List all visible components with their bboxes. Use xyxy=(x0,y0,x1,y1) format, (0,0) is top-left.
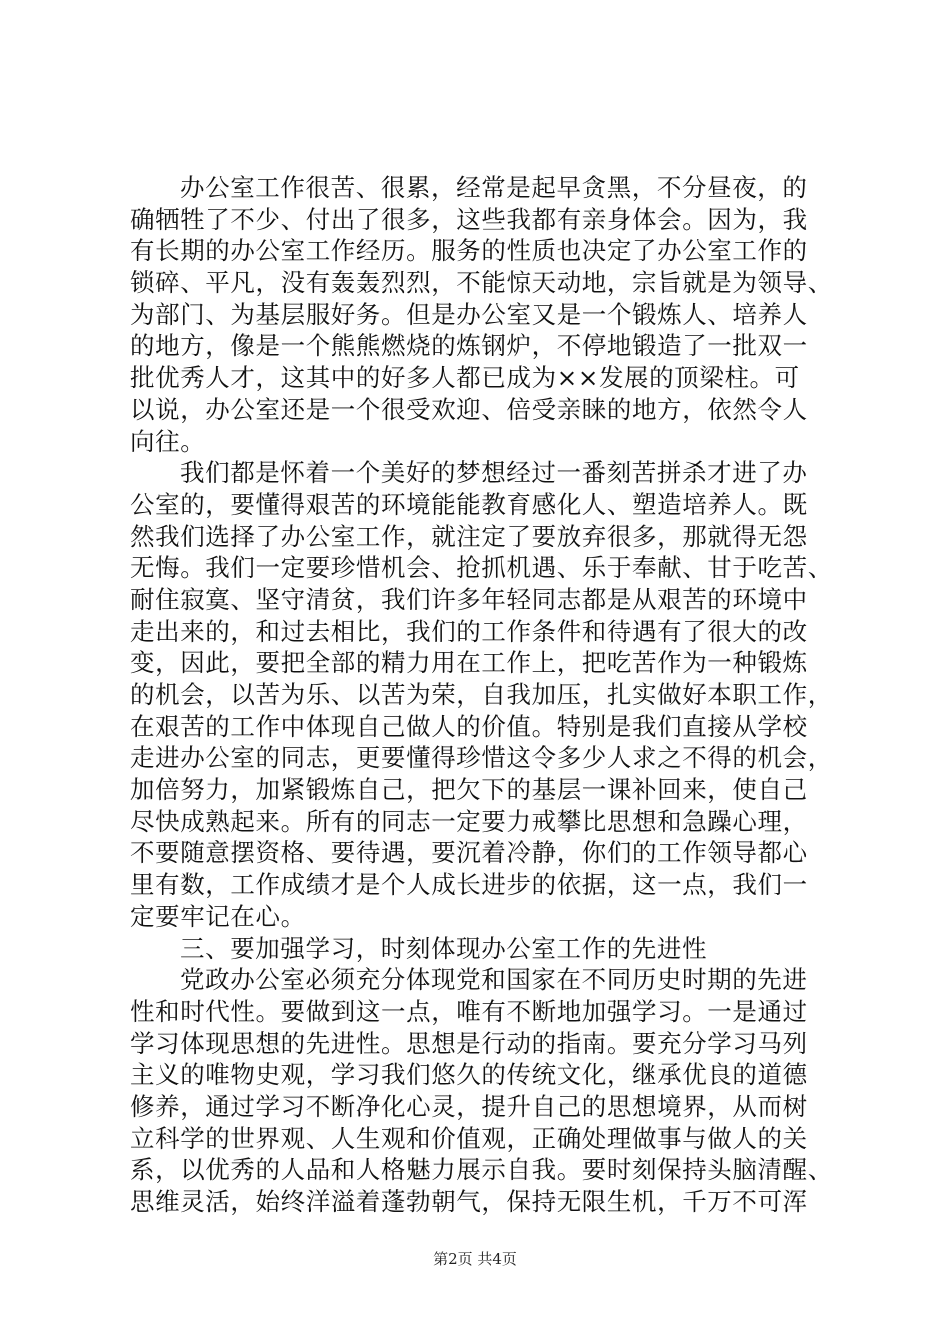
text-line: 不要随意摆资格、要待遇，要沉着冷静，你们的工作领导都心 xyxy=(130,838,808,868)
text-line: 以说，办公室还是一个很受欢迎、倍受亲睐的地方，依然令人 xyxy=(130,394,808,424)
text-line: 批优秀人才，这其中的好多人都已成为××发展的顶梁柱。可 xyxy=(130,363,800,393)
text-line: 定要牢记在心。 xyxy=(130,901,306,931)
paragraph-2 xyxy=(130,457,840,932)
text-line: 有长期的办公室工作经历。服务的性质也决定了办公室工作的 xyxy=(130,236,808,266)
paragraph-3 xyxy=(130,964,840,1218)
text-line: 为部门、为基层服好务。但是办公室又是一个锻炼人、培养人 xyxy=(130,299,808,329)
text-line: 走出来的，和过去相比，我们的工作条件和待遇有了很大的改 xyxy=(130,616,808,646)
text-line: 向往。 xyxy=(130,426,206,456)
text-line: 修养，通过学习不断净化心灵，提升自己的思想境界，从而树 xyxy=(130,1091,808,1121)
text-line: 性和时代性。要做到这一点，唯有不断地加强学习。一是通过 xyxy=(130,996,808,1026)
text-line: 党政办公室必须充分体现党和国家在不同历史时期的先进 xyxy=(180,965,808,995)
text-line: 加倍努力，加紧锻炼自己，把欠下的基层一课补回来，使自己 xyxy=(130,775,808,805)
paragraph-1 xyxy=(130,172,840,457)
text-line: 公室的，要懂得艰苦的环境能能教育感化人、塑造培养人。既 xyxy=(130,489,808,519)
text-line: 耐住寂寞、坚守清贫，我们许多年轻同志都是从艰苦的环境中 xyxy=(130,584,808,614)
text-line: 在艰苦的工作中体现自己做人的价值。特别是我们直接从学校 xyxy=(130,711,808,741)
text-line: 确牺牲了不少、付出了很多，这些我都有亲身体会。因为，我 xyxy=(130,204,808,234)
section-heading: 三、要加强学习，时刻体现办公室工作的先进性 xyxy=(180,933,708,963)
text-line: 变，因此，要把全部的精力用在工作上，把吃苦作为一种锻炼 xyxy=(130,648,808,678)
page-number: 第2页 共4页 xyxy=(433,1250,517,1268)
page-footer xyxy=(0,1248,950,1269)
text-line: 主义的唯物史观，学习我们悠久的传统文化，继承优良的道德 xyxy=(130,1060,808,1090)
text-line: 走进办公室的同志，更要懂得珍惜这令多少人求之不得的机会， xyxy=(130,743,833,773)
document-body xyxy=(130,172,840,1218)
text-line: 立科学的世界观、人生观和价值观，正确处理做事与做人的关 xyxy=(130,1123,808,1153)
text-line: 锁碎、平凡，没有轰轰烈烈，不能惊天动地，宗旨就是为领导、 xyxy=(130,268,833,298)
text-line: 尽快成熟起来。所有的同志一定要力戒攀比思想和急躁心理， xyxy=(130,806,808,836)
text-line: 我们都是怀着一个美好的梦想经过一番刻苦拼杀才进了办 xyxy=(180,458,808,488)
text-line: 思维灵活，始终洋溢着蓬勃朝气，保持无限生机，千万不可浑 xyxy=(130,1187,808,1216)
text-line: 然我们选择了办公室工作，就注定了要放弃很多，那就得无怨 xyxy=(130,521,808,551)
text-line: 里有数，工作成绩才是个人成长进步的依据，这一点，我们一 xyxy=(130,870,808,900)
text-line: 系，以优秀的人品和人格魅力展示自我。要时刻保持头脑清醒、 xyxy=(130,1155,833,1185)
text-line: 办公室工作很苦、很累，经常是起早贪黑，不分昼夜，的 xyxy=(180,173,808,202)
text-line: 的地方，像是一个熊熊燃烧的炼钢炉，不停地锻造了一批双一 xyxy=(130,331,808,361)
text-line: 的机会，以苦为乐、以苦为荣，自我加压，扎实做好本职工作， xyxy=(130,680,833,709)
text-line: 无悔。我们一定要珍惜机会、抢抓机遇、乐于奉献、甘于吃苦、 xyxy=(130,553,833,583)
text-line: 学习体现思想的先进性。思想是行动的指南。要充分学习马列 xyxy=(130,1028,808,1058)
